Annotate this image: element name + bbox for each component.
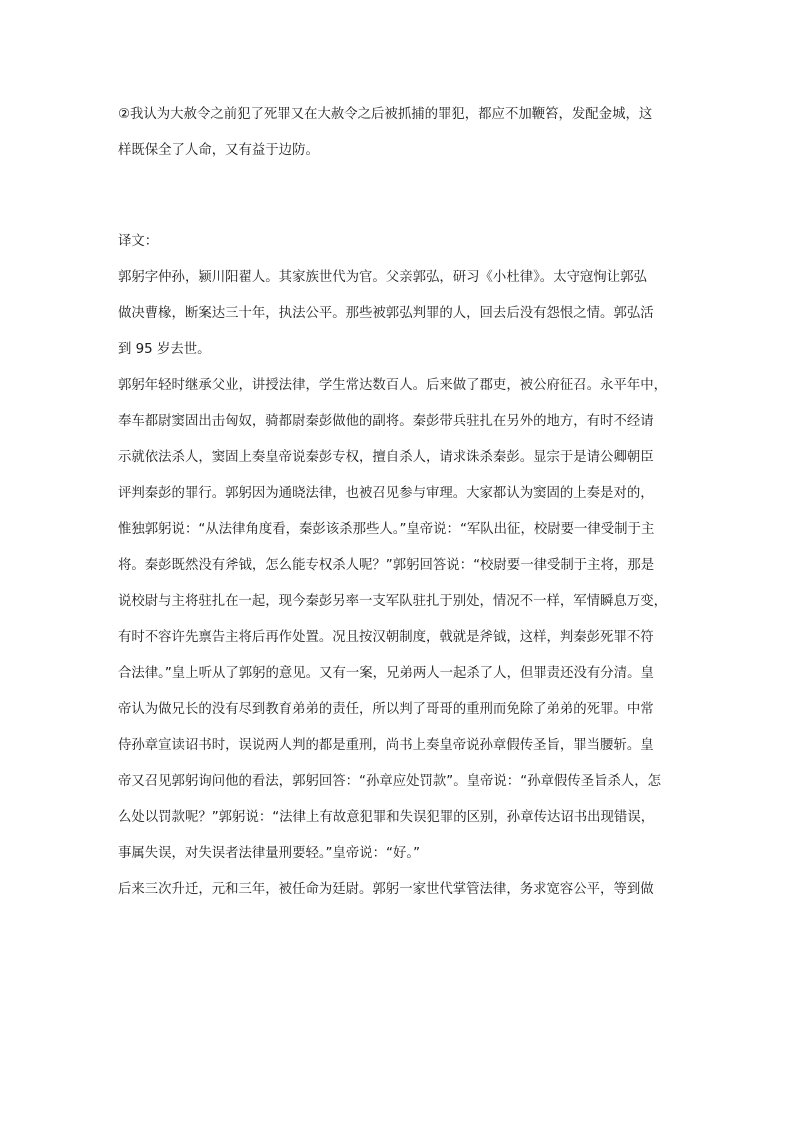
translation-body — [118, 260, 690, 908]
body-line: 郭躬年轻时继承父业，讲授法律，学生常达数百人。后来做了郡吏，被公府征召。永平年中， — [118, 378, 668, 393]
note-line: 样既保全了人命，又有益于边防。 — [118, 143, 319, 158]
note-line: ②我认为大赦令之前犯了死罪又在大赦令之后被抓捕的罪犯，都应不加鞭笞，发配金城，这 — [118, 107, 653, 122]
translation-heading: 译文： — [118, 234, 159, 249]
body-line: 帝又召见郭躬询问他的看法，郭躬回答：“孙章应处罚款”。皇帝说：“孙章假传圣旨杀人，怎 — [118, 774, 662, 789]
body-line: 评判秦彭的罪行。郭躬因为通晓法律，也被召见参与审理。大家都认为窦固的上奏是对的， — [118, 486, 654, 501]
body-line: 侍孙章宣读诏书时，误说两人判的都是重刑，尚书上奏皇帝说孙章假传圣旨，罪当腰斩。皇 — [118, 738, 654, 753]
body-line: 惟独郭躬说：“从法律角度看，秦彭该杀那些人。”皇帝说：“军队出征，校尉要一律受制于主 — [118, 522, 655, 537]
body-line: 帝认为做兄长的没有尽到教育弟弟的责任，所以判了哥哥的重刑而免除了弟弟的死罪。中常 — [118, 702, 654, 717]
body-line: 示就依法杀人，窦固上奏皇帝说秦彭专权，擅自杀人，请求诛杀秦彭。显宗于是请公卿朝臣 — [118, 450, 654, 465]
body-line: 说校尉与主将驻扎在一起，现今秦彭另率一支军队驻扎于别处，情况不一样，军情瞬息万变， — [118, 594, 668, 609]
translation-label — [118, 224, 690, 260]
body-line: 么处以罚款呢？”郭躬说：“法律上有故意犯罪和失误犯罪的区别，孙章传达诏书出现错误， — [118, 810, 655, 825]
body-line: 做决曹椽，断案达三十年，执法公平。那些被郭弘判罪的人，回去后没有怨恨之情。郭弘活 — [118, 306, 654, 321]
body-line: 将。秦彭既然没有斧钺，怎么能专权杀人呢？”郭躬回答说：“校尉要一律受制于主将，那是 — [118, 558, 655, 573]
body-line: 郭躬字仲孙，颍川阳翟人。其家族世代为官。父亲郭弘，研习《小杜律》。太守寇恂让郭弘 — [118, 270, 647, 285]
annotation-note — [118, 97, 690, 169]
body-line: 后来三次升迁，元和三年，被任命为廷尉。郭躬一家世代掌管法律，务求宽容公平，等到做 — [118, 882, 654, 897]
body-line: 合法律。”皇上听从了郭躬的意见。又有一案，兄弟两人一起杀了人，但罪责还没有分清。皇 — [118, 666, 654, 681]
body-line: 奉车都尉窦固出击匈奴，骑都尉秦彭做他的副将。秦彭带兵驻扎在另外的地方，有时不经请 — [118, 414, 654, 429]
body-line: 到 95 岁去世。 — [118, 342, 211, 357]
body-line: 事属失误，对失误者法律量刑要轻。”皇帝说：“好。” — [118, 846, 421, 861]
body-line: 有时不容许先禀告主将后再作处置。况且按汉朝制度，戟就是斧钺，这样，判秦彭死罪不符 — [118, 630, 654, 645]
